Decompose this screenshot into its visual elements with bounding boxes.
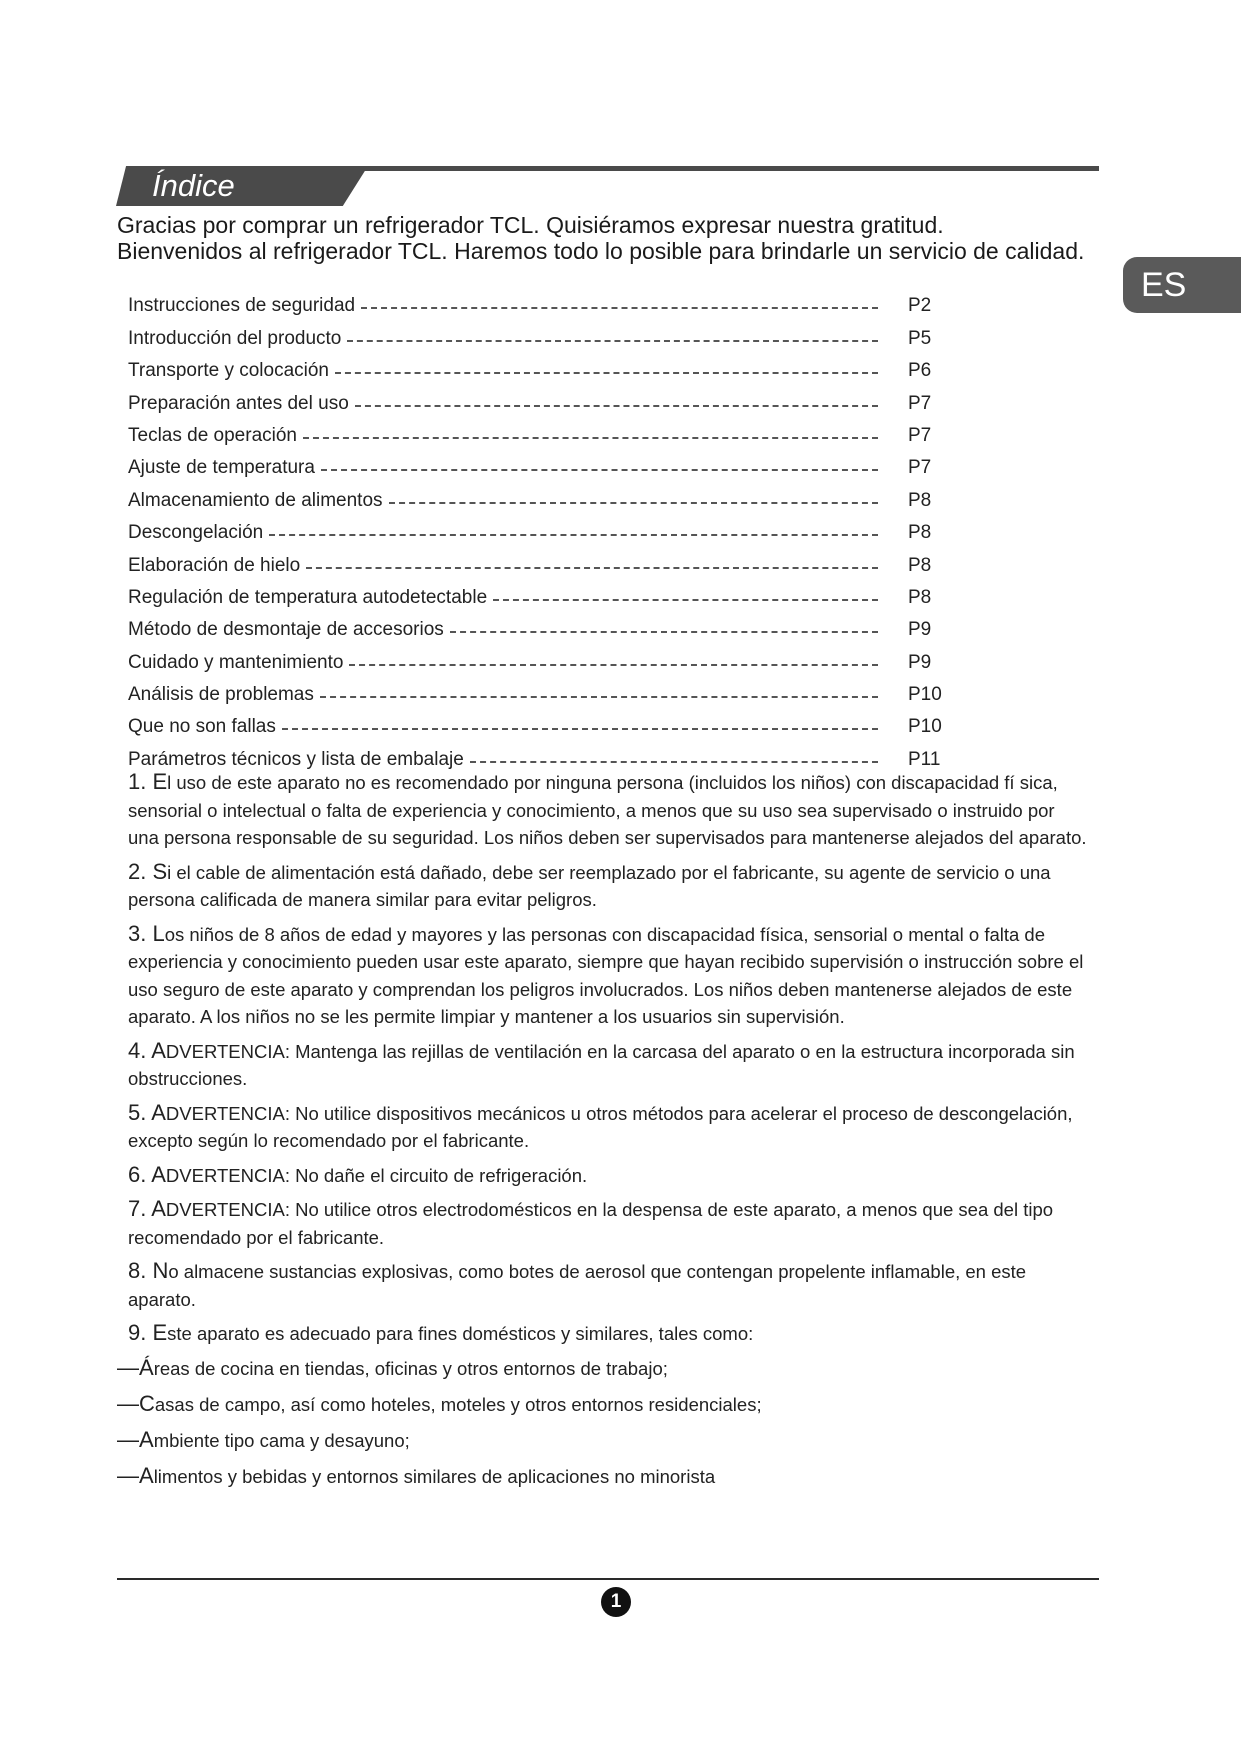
toc-leader <box>349 664 878 666</box>
toc-row[interactable] <box>128 641 968 673</box>
rule-text: DVERTENCIA: No dañe el circuito de refrigeración. <box>165 1164 588 1186</box>
toc-label: Regulación de temperatura autodetectable <box>128 586 488 608</box>
toc-page: P8 <box>908 489 932 511</box>
toc-row[interactable] <box>128 577 968 609</box>
toc-leader <box>389 502 878 504</box>
rule-item <box>128 1195 1088 1251</box>
rule-lead: 5. A <box>128 1099 166 1125</box>
toc-label: Instrucciones de seguridad <box>128 295 356 317</box>
toc-row[interactable] <box>128 609 968 641</box>
rule-lead: 6. A <box>128 1161 166 1187</box>
dash-item <box>117 1390 1088 1418</box>
dash-lead: —C <box>117 1390 155 1416</box>
rule-text: DVERTENCIA: Mantenga las rejillas de ventilación en la carcasa del aparato o en la estructura incorporada sin obstrucciones. <box>128 1040 1075 1089</box>
toc-leader <box>335 372 878 374</box>
page-title: Índice <box>152 168 235 203</box>
toc-label: Almacenamiento de alimentos <box>128 489 383 511</box>
rule-text: DVERTENCIA: No utilice otros electrodomésticos en la despensa de este aparato, a menos que sea del tipo recomendado por el fabricante. <box>128 1199 1054 1248</box>
rule-text: i el cable de alimentación está dañado, debe ser reemplazado por el fabricante, su agente de servicio o una persona calificada de manera similar para evitar peligros. <box>128 861 1051 910</box>
toc-leader <box>269 534 878 536</box>
toc-row[interactable] <box>128 738 968 770</box>
header-rule <box>356 166 1099 171</box>
toc-page: P7 <box>908 392 932 414</box>
toc-leader <box>347 340 878 342</box>
page-number: 1 <box>601 1587 631 1617</box>
toc-label: Elaboración de hielo <box>128 554 301 576</box>
toc-leader <box>282 728 878 730</box>
toc-page: P5 <box>908 327 932 349</box>
toc-page: P10 <box>908 716 942 738</box>
dash-text: limentos y bebidas y entornos similares de aplicaciones no minorista <box>153 1465 716 1487</box>
rule-item <box>128 1099 1088 1155</box>
rule-item <box>128 768 1088 852</box>
toc-row[interactable] <box>128 285 968 317</box>
toc-label: Descongelación <box>128 522 264 544</box>
intro <box>117 212 1084 264</box>
toc-row[interactable] <box>128 706 968 738</box>
toc-row[interactable] <box>128 415 968 447</box>
rule-text: DVERTENCIA: No utilice dispositivos mecánicos u otros métodos para acelerar el proceso de descongelación, excepto según lo recomendado por el fabricante. <box>128 1102 1073 1151</box>
dash-lead: —A <box>117 1462 154 1488</box>
dash-text: asas de campo, así como hoteles, moteles y otros entornos residenciales; <box>154 1393 762 1415</box>
dash-lead: —A <box>117 1426 154 1452</box>
toc-row[interactable] <box>128 544 968 576</box>
toc-page: P8 <box>908 586 932 608</box>
toc-row[interactable] <box>128 350 968 382</box>
rule-lead: 3. L <box>128 920 165 946</box>
intro-line-2: Bienvenidos al refrigerador TCL. Haremos todo lo posible para brindarle un servicio de calidad. <box>117 238 1085 264</box>
toc-page: P8 <box>908 522 932 544</box>
toc-leader <box>306 567 878 569</box>
toc-label: Parámetros técnicos y lista de embalaje <box>128 748 464 770</box>
dash-item <box>117 1462 1088 1490</box>
rule-lead: 8. N <box>128 1258 169 1283</box>
toc-leader <box>493 599 878 601</box>
rule-item <box>128 1319 1088 1348</box>
toc-label: Cuidado y mantenimiento <box>128 651 344 673</box>
toc-label: Teclas de operación <box>128 424 297 446</box>
toc-page: P6 <box>908 360 932 382</box>
rule-text: l uso de este aparato no es recomendado por ninguna persona (incluidos los niños) con discapacidad fí sica, sensorial o intelectual o falta de experiencia y conocimiento, a menos que su uso sea supervisado o instruido por una persona responsable de su seguridad. Los niños deben ser supervisados para mantenerse alejados del aparato. <box>128 772 1087 848</box>
toc-leader <box>361 307 878 309</box>
rule-lead: 9. E <box>128 1320 168 1345</box>
rule-lead: 1. E <box>128 769 168 794</box>
toc-leader <box>321 469 878 471</box>
toc-page: P7 <box>908 457 932 479</box>
toc-leader <box>320 696 878 698</box>
footer-rule <box>117 1578 1099 1580</box>
toc-row[interactable] <box>128 674 968 706</box>
toc-label: Ajuste de temperatura <box>128 457 315 479</box>
toc-page: P9 <box>908 651 932 673</box>
dash-lead: —Á <box>117 1354 154 1380</box>
rule-item <box>128 920 1088 1031</box>
toc-label: Transporte y colocación <box>128 360 330 382</box>
toc-label: Que no son fallas <box>128 716 276 738</box>
rule-lead: 4. A <box>128 1037 166 1063</box>
toc-page: P10 <box>908 684 942 706</box>
toc-leader <box>470 761 878 763</box>
toc-page: P11 <box>908 748 941 770</box>
intro-line-1: Gracias por comprar un refrigerador TCL. Quisiéramos expresar nuestra gratitud. <box>117 212 944 238</box>
rule-lead: 2. S <box>128 858 168 884</box>
rule-text: os niños de 8 años de edad y mayores y las personas con discapacidad física, sensorial o mental o falta de experiencia y conocimiento pueden usar este aparato, siempre que hayan recibido supervisión o instrucción sobre el uso seguro de este aparato y comprendan los peligros involucrados. Los niños deben mantenerse alejados de este aparato. A los niños no se les permite limpiar y mantener a los usuarios sin supervisión. <box>128 923 1084 1027</box>
toc-row[interactable] <box>128 382 968 414</box>
toc-leader <box>355 405 878 407</box>
toc-page: P8 <box>908 554 932 576</box>
safety-rules <box>117 768 1088 1498</box>
dash-text: mbiente tipo cama y desayuno; <box>153 1429 410 1451</box>
toc-row[interactable] <box>128 447 968 479</box>
rule-item <box>128 1161 1088 1190</box>
rule-item <box>128 1257 1088 1313</box>
rule-text: o almacene sustancias explosivas, como botes de aerosol que contengan propelente inflamable, en este aparato. <box>128 1261 1027 1310</box>
toc-row[interactable] <box>128 479 968 511</box>
toc-label: Método de desmontaje de accesorios <box>128 619 444 641</box>
dash-item <box>117 1354 1088 1382</box>
toc-leader <box>450 631 878 633</box>
rule-item <box>128 1037 1088 1093</box>
toc-row[interactable] <box>128 512 968 544</box>
toc-page: P9 <box>908 619 932 641</box>
toc-label: Preparación antes del uso <box>128 392 349 414</box>
dash-item <box>117 1426 1088 1454</box>
toc-label: Introducción del producto <box>128 327 342 349</box>
rule-text: ste aparato es adecuado para fines domésticos y similares, tales como: <box>167 1323 754 1344</box>
toc-label: Análisis de problemas <box>128 684 314 706</box>
rule-item <box>128 858 1088 914</box>
toc-page: P2 <box>908 295 932 317</box>
dash-text: reas de cocina en tiendas, oficinas y otros entornos de trabajo; <box>153 1357 668 1379</box>
toc-leader <box>303 437 878 439</box>
toc-page: P7 <box>908 424 932 446</box>
table-of-contents <box>128 285 968 771</box>
toc-row[interactable] <box>128 317 968 349</box>
rule-lead: 7. A <box>128 1196 166 1221</box>
language-tab: ES <box>1123 257 1241 313</box>
